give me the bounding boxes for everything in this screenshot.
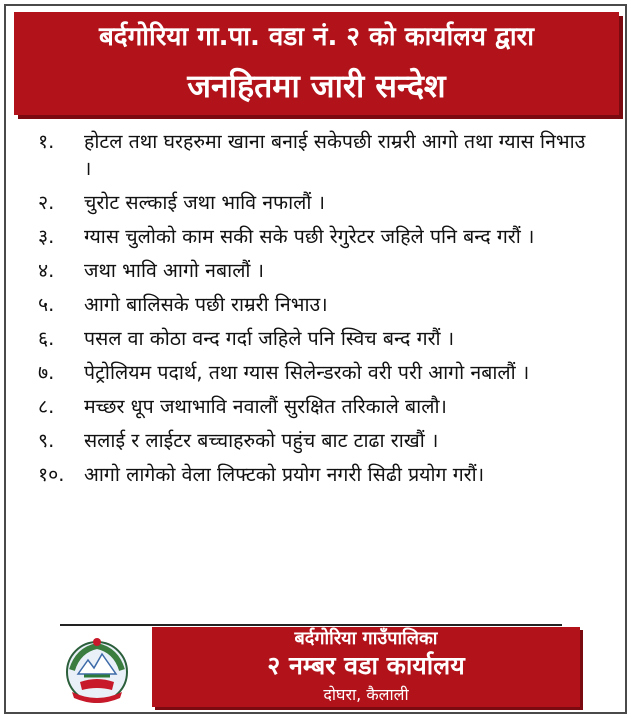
- item-number: २.: [38, 191, 55, 214]
- item-text: पसल वा कोठा वन्द गर्दा जहिले पनि स्विच बन्द गरौं ।: [84, 327, 455, 350]
- message-list: [38, 128, 598, 495]
- header-banner: [14, 12, 619, 115]
- item-text: आगो बालिसके पछी राम्ररी निभाउ।: [84, 293, 328, 316]
- item-number: ३.: [38, 225, 55, 248]
- list-item: [38, 461, 598, 488]
- item-number: ९.: [38, 429, 55, 452]
- item-text: सलाई र लाईटर बच्चाहरुको पहुंच बाट टाढा राखौं ।: [84, 429, 439, 452]
- notice-title: जनहितमा जारी सन्देश: [187, 67, 446, 105]
- item-text: आगो लागेको वेला लिफ्टको प्रयोग नगरी सिढी प्रयोग गरौं।: [84, 463, 485, 486]
- item-text: मच्छर धूप जथाभावि नवालौं सुरक्षित तरिकाले बालौ।: [84, 395, 447, 418]
- list-item: [38, 393, 598, 420]
- item-text: पेट्रोलियम पदार्थ, तथा ग्यास सिलेन्डरको वरी परी आगो नबालौं ।: [84, 361, 530, 384]
- footer-banner: [152, 627, 580, 707]
- nepal-government-emblem-icon: [58, 630, 136, 708]
- list-item: [38, 427, 598, 454]
- item-number: ७.: [38, 361, 55, 384]
- item-text: जथा भावि आगो नबालौं ।: [84, 259, 265, 282]
- item-number: ८.: [38, 395, 55, 418]
- list-item: [38, 223, 598, 250]
- ward-office-name: २ नम्बर वडा कार्यालय: [267, 651, 465, 680]
- item-text: चुरोट सल्काई जथा भावि नफालौं ।: [84, 191, 326, 214]
- list-item: [38, 128, 598, 182]
- list-item: [38, 291, 598, 318]
- item-number: ६.: [38, 327, 55, 350]
- office-heading: बर्दगोरिया गा.पा. वडा नं. २ को कार्यालय द्वारा: [98, 22, 535, 52]
- item-text: ग्यास चुलोको काम सकी सके पछी रेगुरेटर जहिले पनि बन्द गरौं ।: [84, 225, 535, 248]
- municipality-name: बर्दगोरिया गाउँपालिका: [294, 628, 438, 649]
- list-item: [38, 359, 598, 386]
- list-item: [38, 257, 598, 284]
- footer-divider: [60, 624, 562, 626]
- item-number: ४.: [38, 259, 55, 282]
- item-number: १०.: [38, 463, 65, 486]
- item-number: १.: [38, 130, 55, 153]
- item-text: होटल तथा घरहरुमा खाना बनाई सकेपछी राम्ररी आगो तथा ग्यास निभाउ ।: [84, 130, 586, 180]
- list-item: [38, 189, 598, 216]
- list-item: [38, 325, 598, 352]
- office-location: दोघरा, कैलाली: [323, 685, 409, 704]
- item-number: ५.: [38, 293, 55, 316]
